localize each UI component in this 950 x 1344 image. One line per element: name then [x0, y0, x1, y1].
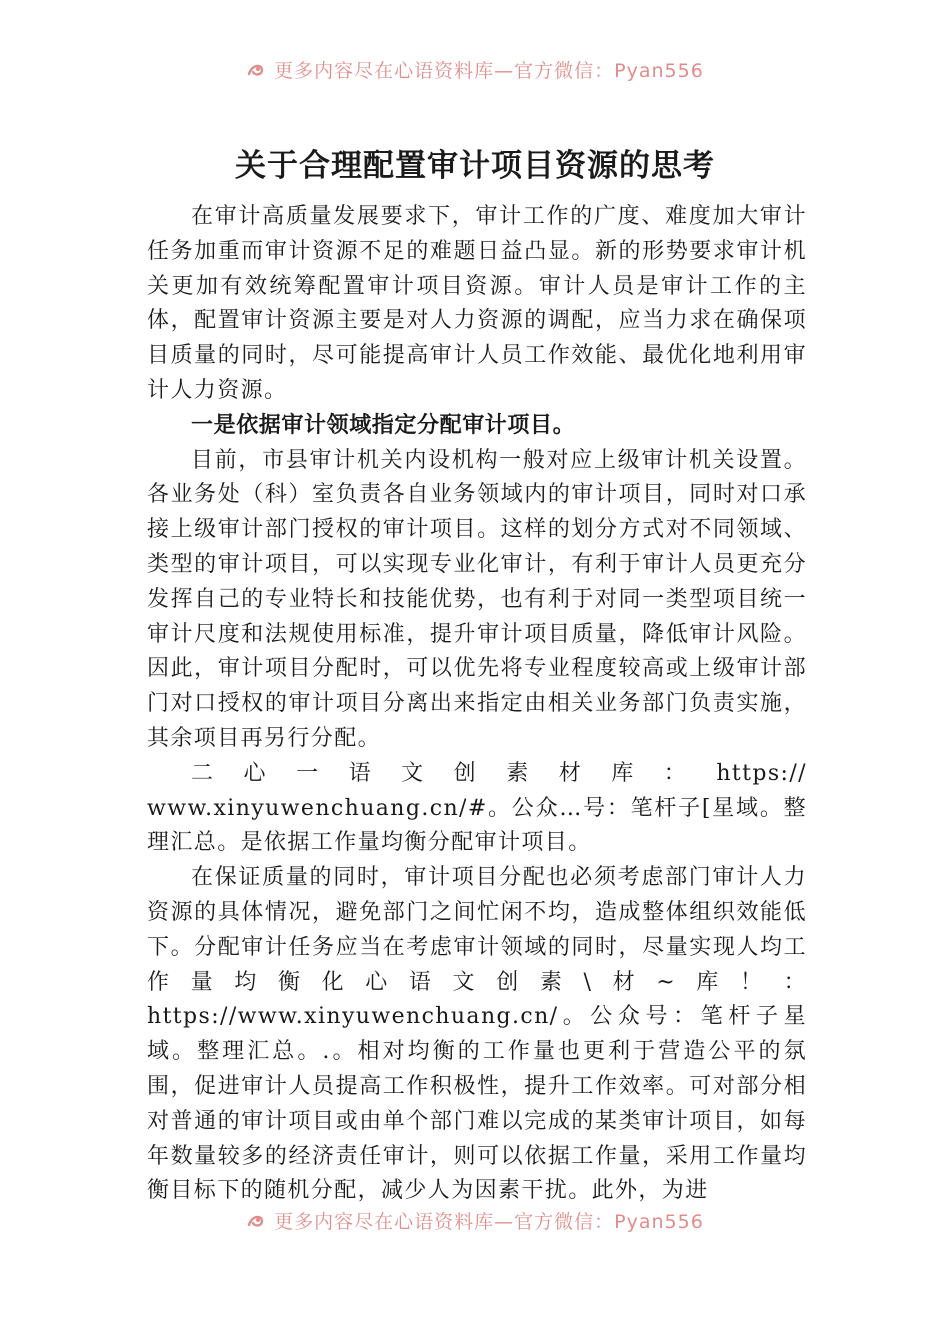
section-heading-1: 一是依据审计领域指定分配审计项目。	[191, 412, 576, 438]
swirl-logo-icon	[246, 1211, 266, 1231]
swirl-logo-icon	[246, 60, 266, 80]
watermark-banner-bottom	[0, 1207, 950, 1234]
paragraph-section-2: 在保证质量的同时，审计项目分配也必须考虑部门审计人力资源的具体情况，避免部门之间忙闲不均，造成整体组织效能低下。分配审计任务应当在考虑审计领域的同时，尽量实现人均工作量均衡化心语文创素\材~库！：https://www.xinyuwenchuang.cn/。公众号：笔杆子星域。整理汇总。.。相对均衡的工作量也更利于营造公平的氛围，促进审计人员提高工作积极性，提升工作效率。可对部分相对普通的审计项目或由单个部门难以完成的某类审计项目，如每年数量较多的经济责任审计，则可以依据工作量，采用工作量均衡目标下的随机分配，减少人为因素干扰。此外，为进	[147, 865, 807, 1204]
paragraph-source-line: 二心一语文创素材库：https://	[191, 760, 807, 786]
paragraph-intro: 在审计高质量发展要求下，审计工作的广度、难度加大审计任务加重而审计资源不足的难题日益凸显。新的形势要求审计机关更加有效统筹配置审计项目资源。审计人员是审计工作的主体，配置审计资源主要是对人力资源的调配，应当力求在确保项目质量的同时，尽可能提高审计人员工作效能、最优化地利用审计人力资源。	[147, 204, 807, 403]
paragraph-section-2-heading: www.xinyuwenchuang.cn/#。公众…号：笔杆子[星域。整理汇总。是依据工作量均衡分配审计项目。	[147, 795, 807, 856]
watermark-text-bottom: 更多内容尽在心语资料库—官方微信：Pyan556	[274, 1211, 704, 1233]
document-title: 关于合理配置审计项目资源的思考	[235, 148, 715, 184]
paragraph-section-1: 目前，市县审计机关内设机构一般对应上级审计机关设置。各业务处（科）室负责各自业务领域内的审计项目，同时对口承接上级审计部门授权的审计项目。这样的划分方式对不同领域、类型的审计项目，可以实现专业化审计，有利于审计人员更充分发挥自己的专业特长和技能优势，也有利于对同一类型项目统一审计尺度和法规使用标准，提升审计项目质量，降低审计风险。因此，审计项目分配时，可以优先将专业程度较高或上级审计部门对口授权的审计项目分离出来指定由相关业务部门负责实施，其余项目再另行分配。	[147, 447, 807, 751]
document-body	[147, 200, 807, 1209]
watermark-banner-top	[0, 56, 950, 83]
watermark-text-top: 更多内容尽在心语资料库—官方微信：Pyan556	[274, 60, 704, 82]
